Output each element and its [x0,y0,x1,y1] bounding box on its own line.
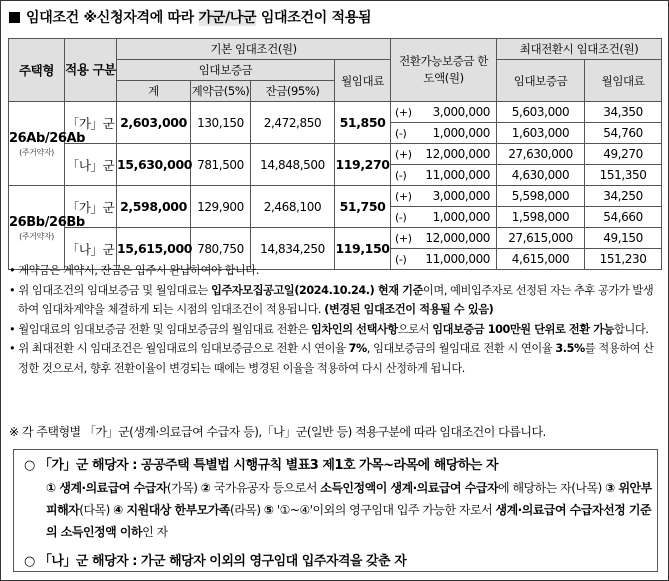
max-rent: 54,660 [585,207,662,228]
max-deposit: 1,598,000 [497,207,585,228]
table-row [9,228,662,249]
group-a-title: ○ 「가」군 해당자 : 공공주택 특별법 시행규칙 별표3 제1호 가목~라목에 해당하는 자 [24,458,499,473]
note-standard-date: • 위 임대조건의 임대보증금 및 월임대료는 입주자모집공고일(2024.10.24.) 현재 기준이며, 예비입주자로 선정된 자는 추후 공가가 발생하여 임대차계약을 체결하게 되는 시점의 임대조건이 적용됩니다. (변경된 임대조건이 적용될 수 있음) [9,283,654,316]
group-label: 「나」군 [65,228,117,270]
contract-amount: 129,900 [191,186,251,228]
header-balance: 잔금(95%) [251,81,335,102]
conv-amount: 12,000,000 [417,144,497,165]
housing-type-name: 26Ab/26Ab [9,130,86,146]
max-deposit: 4,630,000 [497,165,585,186]
title-note-prefix: ※신청자격에 따라 [83,10,194,26]
header-base: 기본 임대조건(원) [117,39,391,60]
title-note-highlight: 가군/나군 [198,10,257,26]
monthly-rent: 51,850 [335,102,391,144]
max-deposit: 27,615,000 [497,228,585,249]
group-label: 「가」군 [65,186,117,228]
max-rent: 49,270 [585,144,662,165]
max-rent: 34,250 [585,186,662,207]
housing-type-cell [9,102,86,186]
header-max-deposit: 임대보증금 [497,60,585,102]
header-housing-type: 주택형 [9,39,65,102]
max-rent: 49,150 [585,228,662,249]
group-label: 「나」군 [65,144,117,186]
header-deposit: 임대보증금 [117,60,335,81]
table-row [9,144,662,165]
header-total: 계 [117,81,191,102]
table-row [9,186,662,207]
conv-amount: 1,000,000 [417,123,497,144]
deposit-total: 2,603,000 [117,102,191,144]
note-conversion: • 월임대료의 임대보증금 전환 및 임대보증금의 월임대료 전환은 임차인의 선택사항으로서 임대보증금 100만원 단위로 전환 가능합니다. [9,322,649,336]
conv-amount: 12,000,000 [417,228,497,249]
title-main: 임대조건 [26,10,79,26]
note-contract: • 계약금은 계약시, 잔금은 입주시 완납하여야 합니다. [9,264,259,277]
contract-amount: 130,150 [191,102,251,144]
header-max-rent: 월임대료 [585,60,662,102]
title-note-suffix: 임대조건이 적용됨 [260,10,372,26]
conv-sign: (+) [391,228,417,249]
header-group: 적용 구분 [65,39,117,102]
balance-amount: 2,472,850 [251,102,335,144]
conv-sign: (-) [391,249,417,270]
group-b-title: ○ 「나」군 해당자 : 가군 해당자 이외의 영구임대 입주자격을 갖춘 자 [24,554,407,569]
deposit-total: 2,598,000 [117,186,191,228]
header-convertible: 전환가능보증금 한도액(원) [391,39,497,102]
group-note: ※ 각 주택형별 「가」군(생계·의료급여 수급자 등),「나」군(일반 등) 적용구분에 따라 임대조건이 다릅니다. [9,425,546,439]
max-rent: 34,350 [585,102,662,123]
deposit-total: 15,630,000 [117,144,191,186]
max-deposit: 4,615,000 [497,249,585,270]
conv-amount: 3,000,000 [417,102,497,123]
housing-type-sub: (주거약자) [19,147,54,157]
conv-amount: 3,000,000 [417,186,497,207]
square-bullet-icon [9,12,20,23]
max-deposit: 1,603,000 [497,123,585,144]
housing-type-cell [9,186,85,270]
conv-sign: (-) [391,207,417,228]
max-rent: 151,230 [585,249,662,270]
conv-amount: 11,000,000 [417,249,497,270]
max-deposit: 5,598,000 [497,186,585,207]
section-title [9,7,371,27]
header-max-conversion: 최대전환시 임대조건(원) [497,39,662,60]
max-rent: 151,350 [585,165,662,186]
group-a-details: ① 생계·의료급여 수급자(가목) ② 국가유공자 등으로서 소득인정액이 생계·의료급여 수급자에 해당하는 자(나목) ③ 위안부 피해자(다목) ④ 지원대상 한부모가족(라목) ⑤ '①~④'이외의 영구임대 입주 가능한 자로서 생계·의료급여 수급자선정 기준의 소득인정액 이하인 자 [46,481,652,539]
conv-sign: (+) [391,102,417,123]
group-label: 「가」군 [65,102,117,144]
contract-amount: 780,750 [191,228,251,270]
conv-amount: 11,000,000 [417,165,497,186]
table-row [9,102,662,123]
monthly-rent: 119,270 [335,144,391,186]
max-rent: 54,760 [585,123,662,144]
conv-sign: (+) [391,186,417,207]
balance-amount: 14,848,500 [251,144,335,186]
conv-amount: 1,000,000 [417,207,497,228]
monthly-rent: 119,150 [335,228,391,270]
eligibility-box [13,449,658,572]
contract-amount: 781,500 [191,144,251,186]
rental-conditions-table [8,38,662,270]
max-deposit: 27,630,000 [497,144,585,165]
balance-amount: 14,834,250 [251,228,335,270]
conv-sign: (+) [391,144,417,165]
conv-sign: (-) [391,165,417,186]
housing-type-sub: (주거약자) [19,231,54,241]
conv-sign: (-) [391,123,417,144]
note-rate: • 위 최대전환 시 임대조건은 월임대료의 임대보증금으로 전환 시 연이율 7%, 임대보증금의 월임대료 전환 시 연이율 3.5%를 적용하여 산정한 것으로서, 향후 전환이율이 변경되는 때에는 병경된 이율을 적용하여 다시 산정하게 됩니다. [9,342,654,375]
balance-amount: 2,468,100 [251,186,335,228]
deposit-total: 15,615,000 [117,228,191,270]
notes-list [9,261,659,378]
header-rent: 월임대료 [335,60,391,102]
header-contract: 계약금(5%) [191,81,251,102]
monthly-rent: 51,750 [335,186,391,228]
max-deposit: 5,603,000 [497,102,585,123]
housing-type-name: 26Bb/26Bb [9,214,85,230]
